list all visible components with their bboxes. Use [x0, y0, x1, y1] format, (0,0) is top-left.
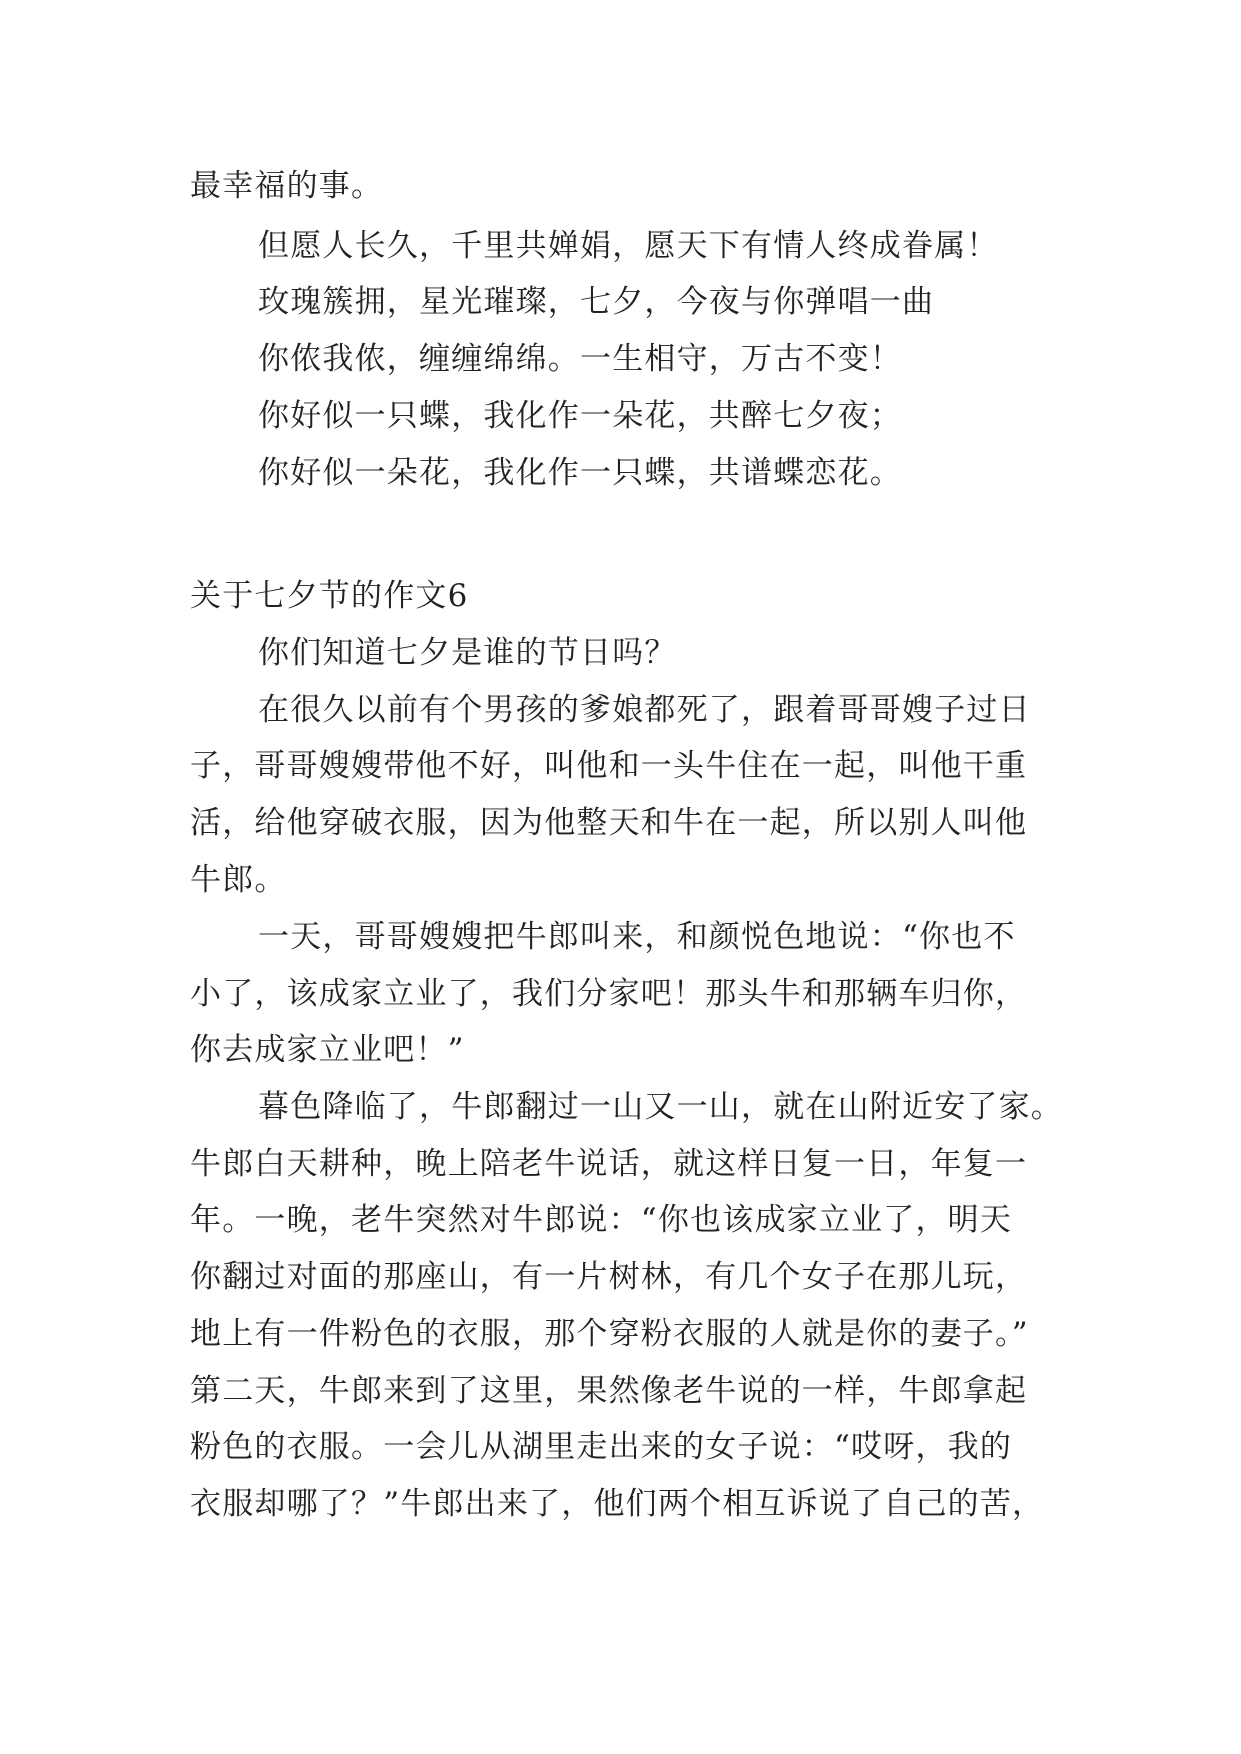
- text-line: 你去成家立业吧！”: [190, 1032, 465, 1068]
- text-line: 你好似一朵花，我化作一只蝶，共谱蝶恋花。: [258, 455, 902, 491]
- text-line: 粉色的衣服。一会儿从湖里走出来的女子说：“哎呀，我的: [190, 1429, 1013, 1465]
- text-line: 暮色降临了，牛郎翻过一山又一山，就在山附近安了家。: [258, 1089, 1063, 1125]
- text-line: 第二天，牛郎来到了这里，果然像老牛说的一样，牛郎拿起: [190, 1373, 1028, 1409]
- text-line: 衣服却哪了？”牛郎出来了，他们两个相互诉说了自己的苦，: [190, 1486, 1045, 1522]
- text-line: 玫瑰簇拥，星光璀璨，七夕，今夜与你弹唱一曲: [258, 284, 935, 320]
- text-line: 子，哥哥嫂嫂带他不好，叫他和一头牛住在一起，叫他干重: [190, 748, 1028, 784]
- text-line: 活，给他穿破衣服，因为他整天和牛在一起，所以别人叫他: [190, 805, 1028, 841]
- text-line: 你翻过对面的那座山，有一片树林，有几个女子在那儿玩，: [190, 1259, 1028, 1295]
- text-line: 一天，哥哥嫂嫂把牛郎叫来，和颜悦色地说：“你也不: [258, 919, 1016, 955]
- text-line: 小了，该成家立业了，我们分家吧！那头牛和那辆车归你，: [190, 976, 1028, 1012]
- text-line: 在很久以前有个男孩的爹娘都死了，跟着哥哥嫂子过日: [258, 692, 1031, 728]
- text-line: 牛郎白天耕种，晚上陪老牛说话，就这样日复一日，年复一: [190, 1146, 1028, 1182]
- text-line: 你们知道七夕是谁的节日吗？: [258, 635, 677, 671]
- text-line: 最幸福的事。: [190, 168, 384, 204]
- text-line: 你好似一只蝶，我化作一朵花，共醉七夕夜；: [258, 398, 902, 434]
- text-line: 但愿人长久，千里共婵娟，愿天下有情人终成眷属！: [258, 228, 999, 264]
- text-line: 地上有一件粉色的衣服，那个穿粉衣服的人就是你的妻子。”: [190, 1316, 1029, 1352]
- text-line: 年。一晚，老牛突然对牛郎说：“你也该成家立业了，明天: [190, 1202, 1013, 1238]
- text-line: 你侬我侬，缠缠绵绵。一生相守，万古不变！: [258, 341, 902, 377]
- section-heading: 关于七夕节的作文6: [190, 578, 469, 614]
- text-line: 牛郎。: [190, 862, 287, 898]
